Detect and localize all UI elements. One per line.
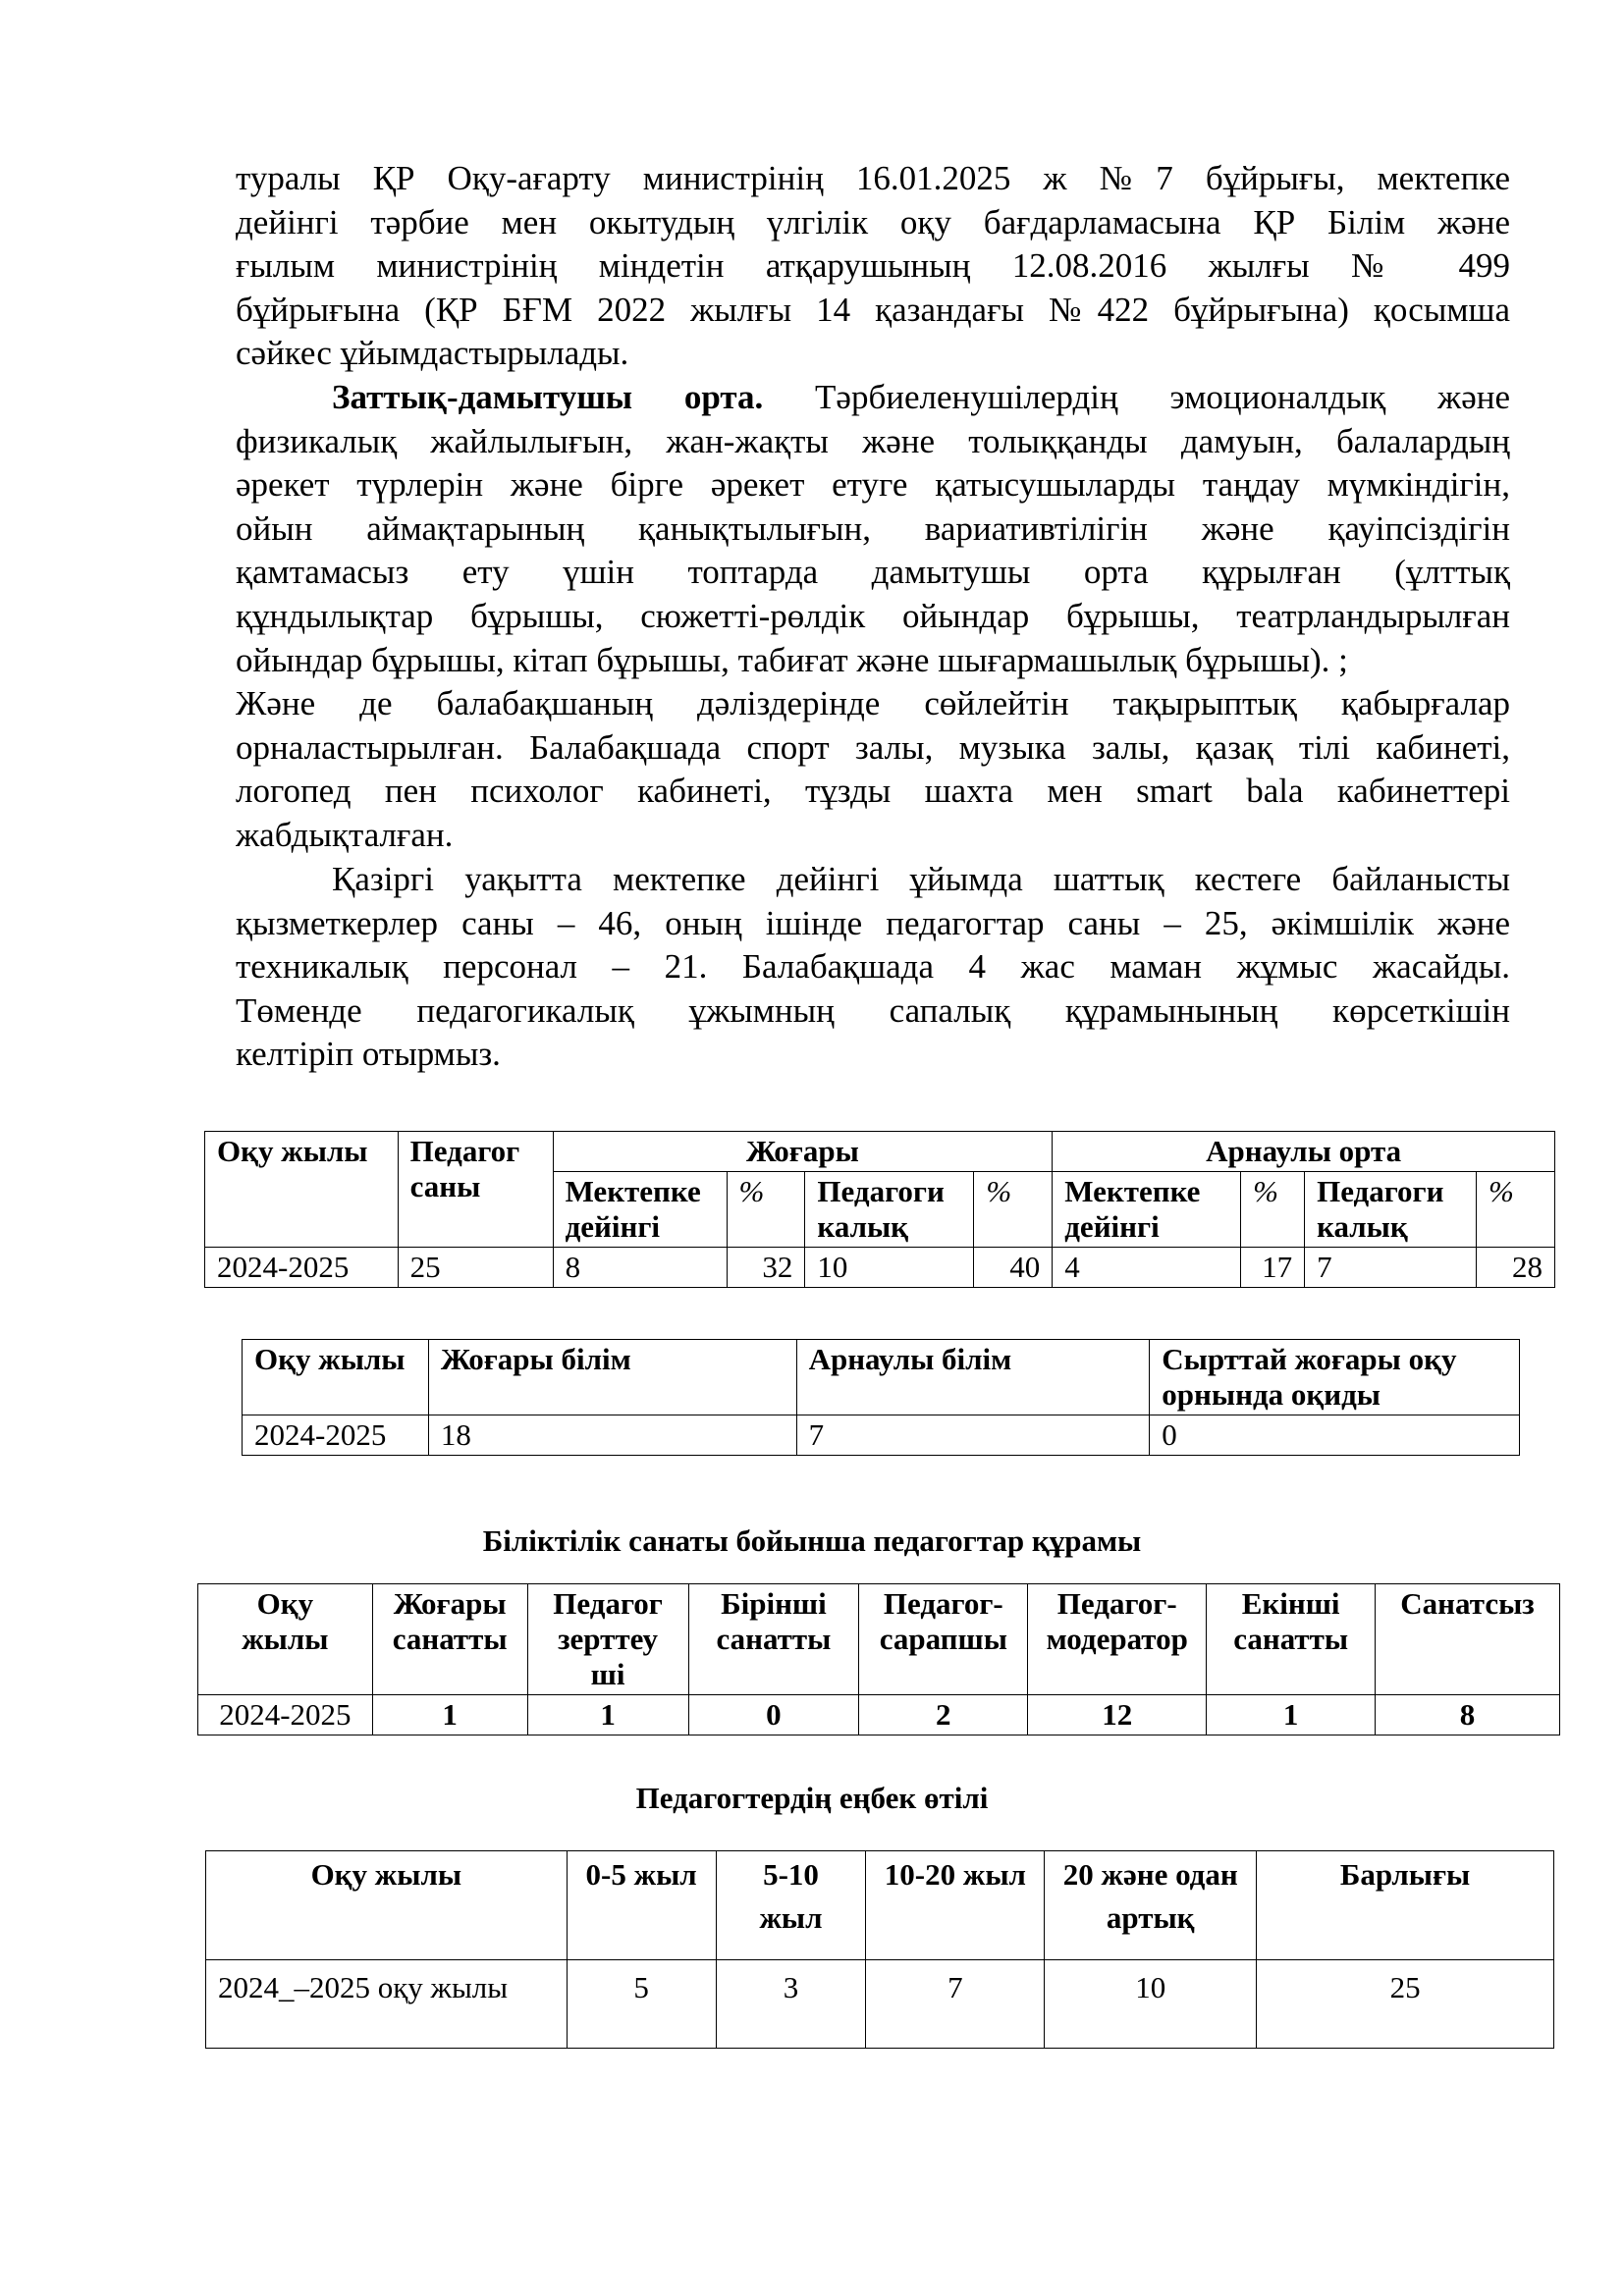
column-header-preschool: Мектепке дейінгі bbox=[1053, 1172, 1241, 1248]
column-header-percent: % bbox=[1477, 1172, 1555, 1248]
text-line: Қазіргі уақытта мектепке дейінгі ұйымда шаттық кестеге байланысты bbox=[332, 860, 1510, 898]
cell-percent: 32 bbox=[727, 1248, 805, 1288]
cell-value: 5 bbox=[567, 1960, 716, 2049]
cell-value: 4 bbox=[1053, 1248, 1241, 1288]
text-line: техникалық персонал – 21. Балабақшада 4 жас маман жұмыс жасайды. bbox=[236, 947, 1510, 987]
cell-value: 1 bbox=[527, 1695, 688, 1735]
column-header: Педагог-модератор bbox=[1028, 1584, 1207, 1695]
education-level-table bbox=[204, 1131, 1555, 1288]
column-header: Оқу жылы bbox=[198, 1584, 373, 1695]
cell-percent: 40 bbox=[974, 1248, 1053, 1288]
column-header: Оқу жылы bbox=[206, 1851, 568, 1960]
column-header-year: Оқу жылы bbox=[243, 1340, 429, 1415]
text-line: Төменде педагогикалық ұжымның сапалық құрамынының көрсеткішін bbox=[236, 990, 1510, 1030]
column-header: Санатсыз bbox=[1376, 1584, 1560, 1695]
qualification-category-table bbox=[197, 1583, 1560, 1735]
cell-percent: 28 bbox=[1477, 1248, 1555, 1288]
column-header: Педагог зерттеу ші bbox=[527, 1584, 688, 1695]
text-line: ойындар бұрышы, кітап бұрышы, табиғат және шығармашылық бұрышы). ; bbox=[236, 640, 1348, 679]
cell-value: 18 bbox=[428, 1415, 796, 1456]
table-header-row bbox=[205, 1132, 1555, 1172]
column-header-year: Оқу жылы bbox=[205, 1132, 399, 1248]
column-header-preschool: Мектепке дейінгі bbox=[553, 1172, 727, 1248]
text-line: сәйкес ұйымдастырылады. bbox=[236, 334, 629, 373]
text-line: келтіріп отырмыз. bbox=[236, 1035, 501, 1074]
table-row bbox=[205, 1248, 1555, 1288]
column-header-percent: % bbox=[1241, 1172, 1305, 1248]
column-header: Жоғары санатты bbox=[372, 1584, 527, 1695]
column-header-higher: Жоғары bbox=[553, 1132, 1053, 1172]
text-line: әрекет түрлерін және бірге әрекет етуге қатысушыларды таңдау мүмкіндігін, bbox=[236, 465, 1510, 505]
text-line: жабдықталған. bbox=[236, 815, 454, 854]
column-header: 5-10 жыл bbox=[716, 1851, 866, 1960]
cell-percent: 17 bbox=[1241, 1248, 1305, 1288]
column-header-higher-education: Жоғары білім bbox=[428, 1340, 796, 1415]
paragraph-order-reference bbox=[236, 157, 1510, 376]
cell-value: 1 bbox=[1207, 1695, 1376, 1735]
column-header: 20 және одан артық bbox=[1045, 1851, 1257, 1960]
text-line bbox=[236, 376, 1510, 420]
cell-value: 0 bbox=[1150, 1415, 1520, 1456]
text-line: Және де балабақшаның дәліздерінде сөйлейтін тақырыптық қабырғалар bbox=[236, 684, 1510, 723]
column-header-external-study: Сырттай жоғары оқу орнында оқиды bbox=[1150, 1340, 1520, 1415]
paragraph-development-environment bbox=[236, 376, 1510, 858]
text-line: физикалық жайлылығын, жан-жақты және толыққанды дамуын, балалардың bbox=[236, 421, 1510, 460]
column-header: 10-20 жыл bbox=[866, 1851, 1045, 1960]
work-experience-table bbox=[205, 1850, 1554, 2049]
text-line: қамтамасыз ету үшін топтарда дамытушы орта құрылған (ұлттық bbox=[236, 553, 1510, 592]
cell-value: 12 bbox=[1028, 1695, 1207, 1735]
cell-value: 7 bbox=[866, 1960, 1045, 2049]
text-fragment: Тәрбиеленушілердің эмоционалдық және bbox=[763, 378, 1510, 416]
text-line: ғылым министрінің міндетін атқарушының 12.08.2016 жылғы № 499 bbox=[236, 246, 1510, 286]
table-header-row bbox=[198, 1584, 1560, 1695]
column-header: Педагог-сарапшы bbox=[859, 1584, 1028, 1695]
cell-value: 0 bbox=[688, 1695, 859, 1735]
table-row bbox=[198, 1695, 1560, 1735]
column-header-pedagogical: Педагоги калық bbox=[1305, 1172, 1477, 1248]
text-line: қызметкерлер саны – 46, оның ішінде педагогтар саны – 25, әкімшілік және bbox=[236, 903, 1510, 942]
column-header-teacher-count: Педагог саны bbox=[398, 1132, 553, 1248]
cell-year: 2024-2025 bbox=[198, 1695, 373, 1735]
text-line: құндылықтар бұрышы, сюжетті-рөлдік ойындар бұрышы, театрландырылған bbox=[236, 596, 1510, 635]
text-line: бұйрығына (ҚР БҒМ 2022 жылғы 14 қазандағы №422 бұйрығына) қосымша bbox=[236, 290, 1510, 329]
column-header: Екінші санатты bbox=[1207, 1584, 1376, 1695]
cell-value: 7 bbox=[796, 1415, 1150, 1456]
table-caption-experience: Педагогтердің еңбек өтілі bbox=[635, 1781, 989, 1815]
text-line: ойын аймақтарының қанықтылығын, вариативтілігін және қауіпсіздігін bbox=[236, 508, 1510, 548]
cell-value: 2 bbox=[859, 1695, 1028, 1735]
column-header: 0-5 жыл bbox=[567, 1851, 716, 1960]
cell-value: 8 bbox=[553, 1248, 727, 1288]
table-header-row bbox=[206, 1851, 1554, 1960]
column-header-pedagogical: Педагоги калық bbox=[805, 1172, 974, 1248]
cell-value: 8 bbox=[1376, 1695, 1560, 1735]
column-header-percent: % bbox=[974, 1172, 1053, 1248]
paragraph-heading: Заттық-дамытушы орта. bbox=[332, 378, 764, 416]
column-header: Барлығы bbox=[1257, 1851, 1554, 1960]
education-type-table bbox=[242, 1339, 1520, 1456]
text-line: логопед пен психолог кабинеті, тұзды шахта мен smart bala кабинеттері bbox=[236, 772, 1510, 811]
column-header: Бірінші санатты bbox=[688, 1584, 859, 1695]
cell-year: 2024-2025 bbox=[243, 1415, 429, 1456]
cell-value: 7 bbox=[1305, 1248, 1477, 1288]
cell-value: 1 bbox=[372, 1695, 527, 1735]
table-caption-qualification: Біліктілік санаты бойынша педагогтар құрамы bbox=[482, 1523, 1142, 1558]
cell-year: 2024_–2025 оқу жылы bbox=[206, 1960, 568, 2049]
table-row bbox=[206, 1960, 1554, 2049]
text-line: туралы ҚР Оқу-ағарту министрінің 16.01.2025 ж №7 бұйрығы, мектепке bbox=[236, 159, 1510, 197]
column-header-percent: % bbox=[727, 1172, 805, 1248]
paragraph-staff-count bbox=[236, 858, 1510, 1077]
text-line: дейінгі тәрбие мен окытудың үлгілік оқу бағдарламасына ҚР Білім және bbox=[236, 202, 1510, 241]
cell-value: 10 bbox=[1045, 1960, 1257, 2049]
cell-value: 3 bbox=[716, 1960, 866, 2049]
cell-value: 25 bbox=[1257, 1960, 1554, 2049]
column-header-special-education: Арнаулы білім bbox=[796, 1340, 1150, 1415]
table-header-row bbox=[243, 1340, 1520, 1415]
cell-value: 10 bbox=[805, 1248, 974, 1288]
cell-count: 25 bbox=[398, 1248, 553, 1288]
cell-year: 2024-2025 bbox=[205, 1248, 399, 1288]
table-row bbox=[243, 1415, 1520, 1456]
text-line: орналастырылған. Балабақшада спорт залы, музыка залы, қазақ тілі кабинеті, bbox=[236, 727, 1510, 767]
column-header-special-secondary: Арнаулы орта bbox=[1053, 1132, 1555, 1172]
